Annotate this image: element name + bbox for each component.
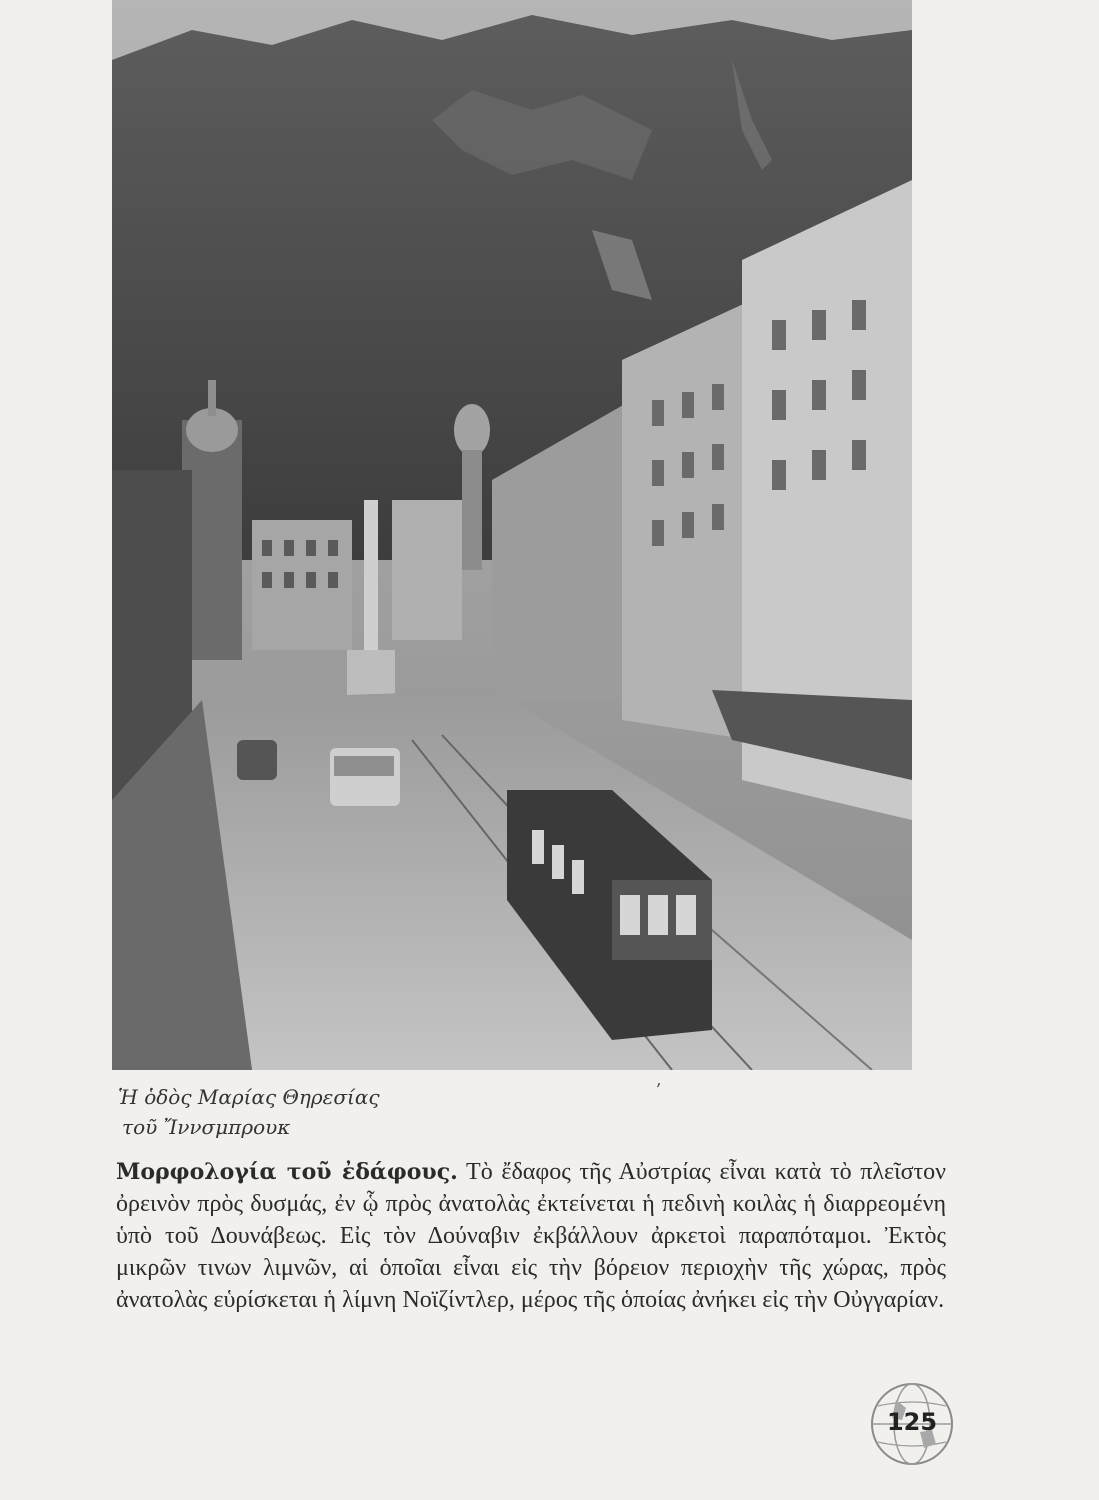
street-photo-drawing	[112, 0, 912, 1070]
photo-caption	[118, 1082, 380, 1142]
paragraph-text: Τὸ ἔδαφος τῆς Αὐστρίας εἶναι κατὰ τὸ πλεῖστον ὀρεινὸν πρὸς δυσμάς, ἐν ᾧ πρὸς ἀνατολὰς ἐκτείνεται ἡ πεδινὴ κοιλὰς ἡ διαρρεομένη ὑπὸ τοῦ Δουνάβεως. Εἰς τὸν Δούναβιν ἐκβάλλουν ἀρκετοὶ παραπόταμοι. Ἐκτὸς μικρῶν τινων λιμνῶν, αἱ ὁποῖαι εἶναι εἰς τὴν βόρειον περιοχὴν τῆς χώρας, πρὸς ἀνατολὰς εὑρίσκεται ἡ λίμνη Νοϊζίντλερ, μέρος τῆς ὁποίας ἀνήκει εἰς τὴν Οὐγγαρίαν.	[116, 1159, 946, 1313]
section-heading: Μορφολογία τοῦ ἐδάφους.	[116, 1159, 458, 1185]
page-number-badge	[866, 1378, 958, 1470]
caption-line-1: Ἡ ὁδὸς Μαρίας Θηρεσίας	[118, 1085, 380, 1109]
main-paragraph	[116, 1156, 946, 1316]
print-mark: ʼ	[655, 1080, 661, 1101]
street-photo	[112, 0, 912, 1070]
caption-line-2: τοῦ Ἴννσμπρουκ	[122, 1115, 291, 1139]
page-number: 125	[886, 1408, 938, 1436]
